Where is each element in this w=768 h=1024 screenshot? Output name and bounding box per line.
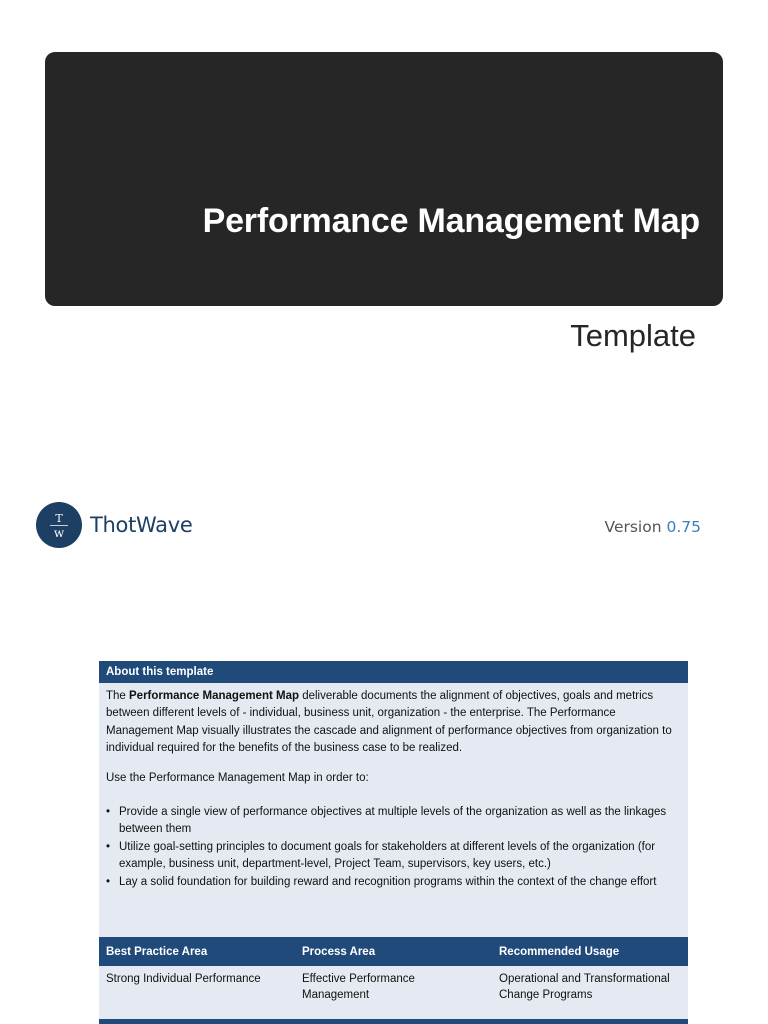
logo-brand-light: Wave xyxy=(136,513,193,537)
document-title: Performance Management Map xyxy=(202,202,700,240)
about-header: About this template xyxy=(99,661,688,683)
document-subtitle: Template xyxy=(570,318,696,353)
list-item: • Lay a solid foundation for building reward and recognition programs within the context of the change effort xyxy=(106,874,681,891)
intro-rest: deliverable documents the alignment of objectives, goals and metrics between different levels of - individual, business unit, organization - the enterprise. The Performance Management Map visually illustrates the cascade and alignment of performance objectives from organization to individual required for the benefits of the business case to be realized. xyxy=(106,690,672,755)
table-row xyxy=(99,966,688,1006)
table-cell: Effective Performance Management xyxy=(302,973,415,1001)
logo-wordmark xyxy=(90,513,192,537)
table-cell: Operational and Transformational Change Programs xyxy=(499,973,670,1001)
column-header: Recommended Usage xyxy=(492,937,688,966)
about-intro xyxy=(106,688,681,758)
about-template-panel xyxy=(99,661,688,1024)
about-bullet-list xyxy=(106,804,681,891)
table-footer-bar xyxy=(99,1019,688,1024)
column-header: Best Practice Area xyxy=(99,937,295,966)
best-practice-table xyxy=(99,937,688,1006)
list-item: • Utilize goal-setting principles to document goals for stakeholders at different levels of the organization (for example, business unit, department-level, Project Team, supervisors, key users, etc.) xyxy=(106,839,681,874)
list-item: • Provide a single view of performance objectives at multiple levels of the organization as well as the linkages between them xyxy=(106,804,681,839)
column-header: Process Area xyxy=(295,937,492,966)
intro-bold: Performance Management Map xyxy=(129,690,300,702)
logo-mark-bottom: w xyxy=(53,526,65,540)
about-body xyxy=(99,683,688,891)
version-text: Version xyxy=(604,518,662,536)
company-logo xyxy=(36,502,192,548)
logo-brand-bold: Thot xyxy=(90,513,137,537)
logo-mark-top: T xyxy=(55,512,63,525)
version-label xyxy=(605,518,701,536)
thotwave-logo-icon xyxy=(36,502,82,548)
table-cell: Strong Individual Performance xyxy=(106,973,261,985)
intro-prefix: The xyxy=(106,690,130,702)
cover-banner xyxy=(45,52,723,306)
table-header-row xyxy=(99,937,688,966)
version-number: 0.75 xyxy=(666,518,701,536)
about-use-line: Use the Performance Management Map in order to: xyxy=(106,771,369,784)
